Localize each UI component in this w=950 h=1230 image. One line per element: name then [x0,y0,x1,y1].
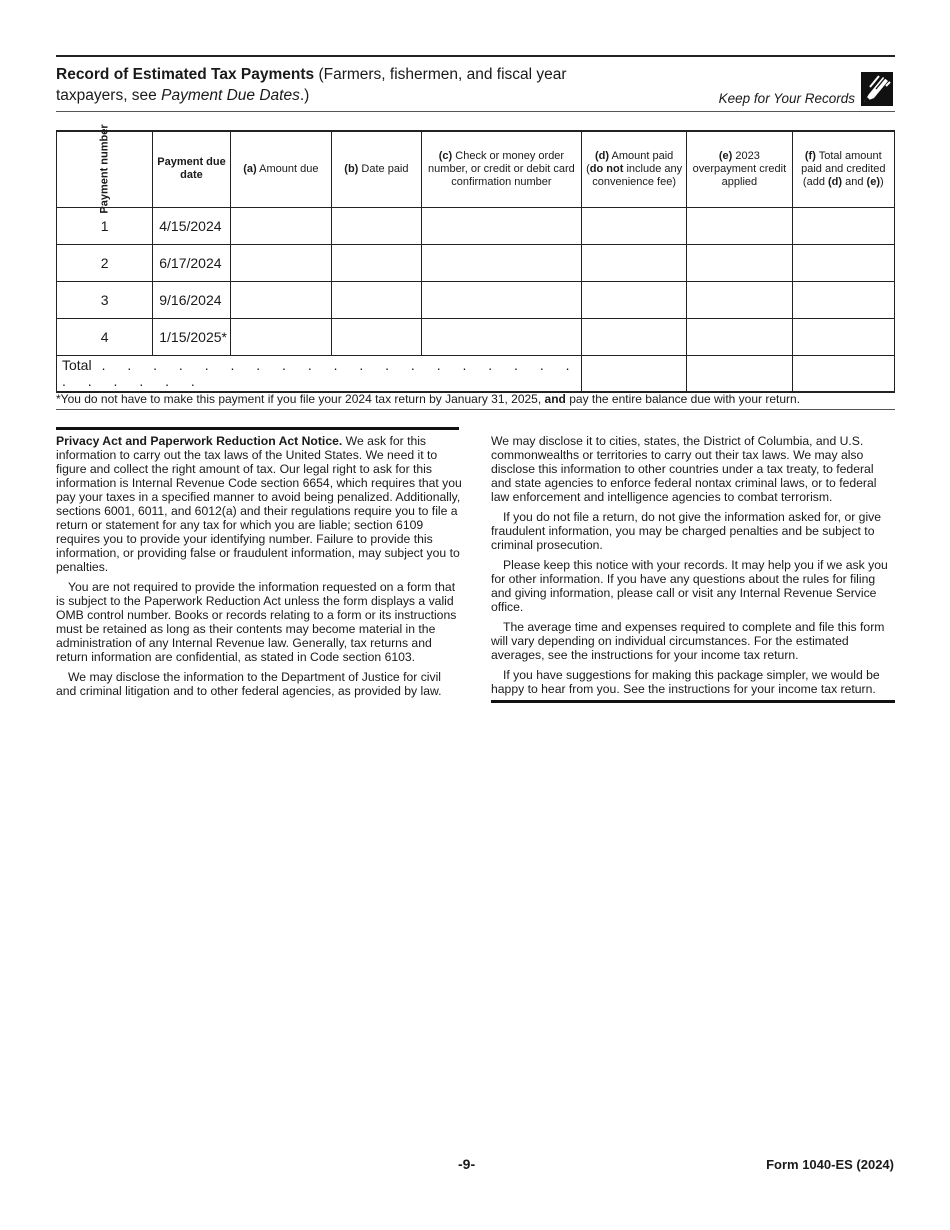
notice-paragraph: We may disclose it to cities, states, the District of Columbia, and U.S. commonwealths or territories to carry out their tax laws. We may also disclose this information to other countries under a tax treaty, to federal and state agencies to enforce federal nontax criminal laws, or to federal law enforcement and intelligence agencies to combat terrorism. [491,434,877,504]
table-row [57,281,895,318]
page-number: -9- [458,1156,476,1172]
amount-due-field[interactable] [230,281,331,318]
check-number-field[interactable] [421,318,581,355]
notice-paragraph: You are not required to provide the information requested on a form that is subject to the Paperwork Reduction Act unless the form displays a valid OMB control number. Books or records relating to a form or its instructions must be retained as long as their contents may become material in the administration of any Internal Revenue law. Generally, tax returns and return information are confidential, as stated in Code section 6103. [56,580,457,664]
notice-bottom-rule [491,700,895,703]
check-number-field[interactable] [421,281,581,318]
total-row [57,355,895,392]
amount-due-field[interactable] [230,244,331,281]
check-number-field[interactable] [421,244,581,281]
amount-due-field[interactable] [230,207,331,244]
table-row [57,244,895,281]
notice-right-column [491,434,895,702]
header-rule [56,111,895,112]
date-paid-field[interactable] [332,318,422,355]
notice-paragraph: Privacy Act and Paperwork Reduction Act Notice. We ask for this information to carry out the tax laws of the United States. We need it to figure and collect the right amount of tax. Our legal right to ask for this information is Internal Revenue Code section 6654, which requires that you pay your taxes in a specified manner to avoid being penalized. Additionally, sections 6001, 6011, and 6012(a) and their regulations require you to file a return or statement for any tax for which you are liable; section 6109 requires you to provide your identifying number. Failure to provide this information, or providing false or fraudulent information, may subject you to penalties. [56,434,462,574]
amount-due-field[interactable] [230,318,331,355]
amount-paid-field[interactable] [582,281,687,318]
check-number-field[interactable] [421,207,581,244]
due-date-cell: 4/15/2024 [153,207,230,244]
total-label-cell [57,355,582,392]
table-header-row [57,131,895,207]
table-row [57,207,895,244]
notice-paragraph: The average time and expenses required to complete and file this form will vary depending on individual circumstances. For the estimated averages, see the instructions for your income tax return. [491,620,885,662]
payment-number-cell: 2 [57,244,153,281]
notice-paragraph: If you have suggestions for making this package simpler, we would be happy to hear from you. See the instructions for your income tax return. [491,668,880,696]
amount-paid-field[interactable] [582,244,687,281]
top-rule [56,55,895,57]
title-bold: Record of Estimated Tax Payments [56,66,315,83]
payment-number-cell: 4 [57,318,153,355]
pencil-icon [861,72,893,106]
notice-paragraph: We may disclose the information to the Department of Justice for civil and criminal litigation and to other federal agencies, as provided by law. [56,670,442,698]
overpayment-credit-field[interactable] [687,318,792,355]
keep-for-records-note: Keep for Your Records [718,91,855,106]
total-overpayment-credit-field[interactable] [687,355,792,392]
footnote: *You do not have to make this payment if you file your 2024 tax return by January 31, 2025, and pay the entire balance due with your return. [56,392,801,406]
due-date-cell: 6/17/2024 [153,244,230,281]
footnote-rule [56,409,895,410]
total-paid-field[interactable] [792,281,894,318]
total-paid-field[interactable] [792,207,894,244]
date-paid-field[interactable] [332,281,422,318]
check-number-header: (c) Check or money order number, or credit or debit card confirmation number [421,131,581,207]
record-title [56,64,616,106]
total-paid-header: (f) Total amount paid and credited (add (d) and (e)) [792,131,894,207]
amount-paid-field[interactable] [582,207,687,244]
total-paid-credited-field[interactable] [792,355,894,392]
date-paid-header: (b) Date paid [332,131,422,207]
amount-due-header: (a) Amount due [230,131,331,207]
payment-number-cell: 3 [57,281,153,318]
total-paid-field[interactable] [792,318,894,355]
total-amount-paid-field[interactable] [582,355,687,392]
due-date-header: Payment due date [153,131,230,207]
record-header [56,64,895,112]
overpayment-credit-field[interactable] [687,244,792,281]
payment-due-dates-ref: Payment Due Dates [161,87,300,104]
payment-record-table [56,124,895,393]
payment-number-header: Payment number [57,131,153,207]
overpayment-credit-field[interactable] [687,207,792,244]
due-date-cell: 1/15/2025* [153,318,230,355]
title-rest: (Farmers, fishermen, and fiscal year taxpayers, see [56,66,567,104]
total-paid-field[interactable] [792,244,894,281]
notice-paragraph: If you do not file a return, do not give the information asked for, or give fraudulent information, you may be charged penalties and be subject to criminal prosecution. [491,510,882,552]
notice-heading: Privacy Act and Paperwork Reduction Act Notice. [56,434,343,448]
leader-dots: . . . . . . . . . . . . . . . . . . . . . . . . . [62,357,579,390]
title-end: .) [299,87,310,104]
total-label: Total [62,357,92,374]
overpayment-credit-header: (e) 2023 overpayment credit applied [687,131,792,207]
amount-paid-header: (d) Amount paid (do not include any convenience fee) [582,131,687,207]
notice-left-column [56,434,462,704]
table-row [57,318,895,355]
due-date-cell: 9/16/2024 [153,281,230,318]
notice-paragraph: Please keep this notice with your records. It may help you if we ask you for other information. If you have any questions about the rules for filing and giving information, please call or visit any Internal Revenue Service office. [491,558,888,614]
date-paid-field[interactable] [332,207,422,244]
date-paid-field[interactable] [332,244,422,281]
amount-paid-field[interactable] [582,318,687,355]
overpayment-credit-field[interactable] [687,281,792,318]
payment-number-cell: 1 [57,207,153,244]
form-identifier: Form 1040-ES (2024) [766,1157,894,1172]
notice-top-rule [56,427,459,430]
